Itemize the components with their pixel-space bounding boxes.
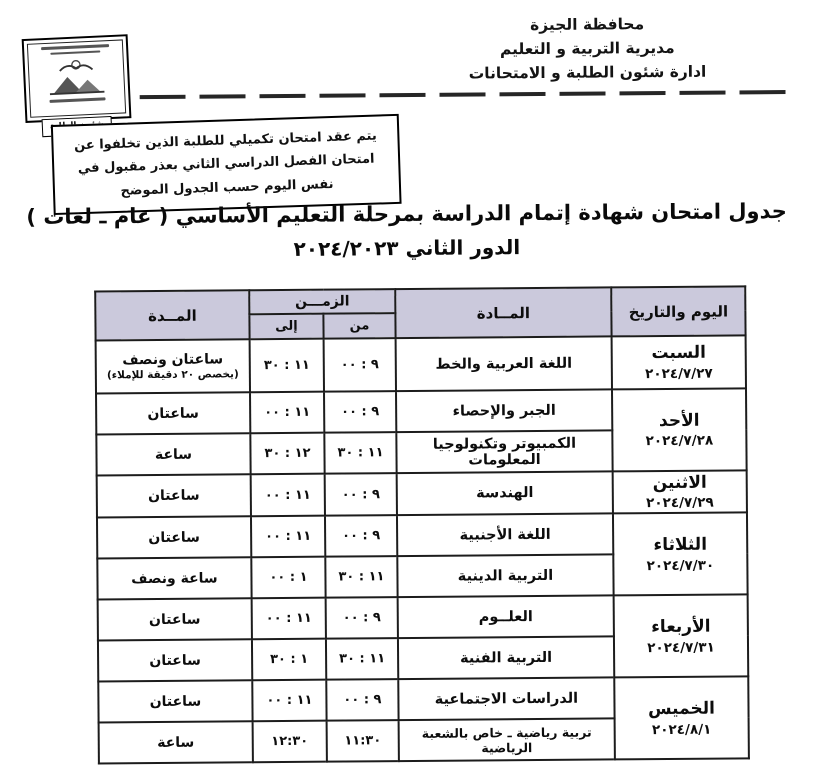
time-from-cell: ٩ : ٠٠ xyxy=(325,473,397,516)
subject-cell: اللغة الأجنبية xyxy=(397,514,613,557)
schedule-table xyxy=(94,285,750,764)
letterhead xyxy=(453,12,722,86)
col-header-subject: المــادة xyxy=(395,287,611,338)
time-to-cell: ١ : ٣٠ xyxy=(252,639,326,681)
notice-box xyxy=(51,114,402,215)
duration-note: (يخصص ٢٠ دقيقة للإملاء) xyxy=(106,368,239,382)
day-date: ٢٠٢٤/٧/٣١ xyxy=(647,639,715,656)
col-header-time: الزمـــن xyxy=(249,289,395,314)
time-to-cell: ١٢ : ٣٠ xyxy=(250,433,324,475)
duration-cell xyxy=(97,558,251,600)
duration-cell xyxy=(98,681,252,723)
day-date-cell xyxy=(612,388,747,471)
duration-text: ساعتان xyxy=(148,529,200,546)
duration-cell xyxy=(96,339,250,393)
subject-cell: اللغة العربية والخط xyxy=(396,336,612,391)
duration-text: ساعتان xyxy=(149,693,202,710)
duration-cell xyxy=(96,433,250,475)
time-to-cell: ١١ : ٣٠ xyxy=(250,339,324,393)
time-to-cell: ١١ : ٠٠ xyxy=(251,516,325,558)
duration-text: ساعة ونصف xyxy=(131,570,218,588)
time-to-cell: ١١ : ٠٠ xyxy=(252,680,326,722)
time-from-cell: ١١:٣٠ xyxy=(327,720,399,762)
day-date: ٢٠٢٤/٧/٣٠ xyxy=(646,557,715,574)
duration-cell xyxy=(97,474,251,518)
day-date: ٢٠٢٤/٧/٢٨ xyxy=(645,432,714,450)
table-row xyxy=(98,595,748,641)
directorate-line: مديرية التربية و التعليم xyxy=(499,38,675,59)
time-from-cell: ٩ : ٠٠ xyxy=(325,515,397,557)
stamp-frame xyxy=(27,39,126,117)
duration-cell xyxy=(97,517,251,559)
time-from-cell: ٩ : ٠٠ xyxy=(326,679,398,721)
time-to-cell: ١٢:٣٠ xyxy=(253,721,327,763)
day-date: ٢٠٢٤/٧/٢٧ xyxy=(645,365,713,382)
subject-cell: تربية رياضية ـ خاص بالشعبة الرياضية xyxy=(399,719,615,762)
notice-text: يتم عقد امتحان تكميلي للطلبة الذين تخلفوا عن امتحان الفصل الدراسي الثاني بعذر مقبول في نفس اليوم حسب الجدول الموضح xyxy=(73,128,377,199)
department-line: ادارة شئون الطلبة و الامتحانات xyxy=(468,62,707,83)
subject-cell: الجبر والإحصاء xyxy=(396,389,612,432)
duration-cell xyxy=(98,640,252,682)
day-date-cell xyxy=(614,595,749,678)
document-title xyxy=(0,199,815,263)
subject-cell: العلــوم xyxy=(398,596,614,639)
dashed-separator xyxy=(140,90,788,99)
stamp-emblem-icon xyxy=(40,55,114,98)
duration-cell xyxy=(96,392,250,434)
time-from-cell: ٩ : ٠٠ xyxy=(326,597,398,639)
day-date-cell xyxy=(612,335,746,389)
duration-text: ساعتان ونصف xyxy=(122,351,224,369)
stamp-text-line xyxy=(50,50,100,55)
duration-cell xyxy=(98,599,252,641)
day-date-cell xyxy=(613,513,748,596)
subject-cell: الهندسة xyxy=(397,471,613,515)
col-header-duration: المــدة xyxy=(95,290,249,340)
day-name: الأحد xyxy=(658,410,700,431)
stamp-text-line xyxy=(49,97,106,102)
duration-text: ساعتان xyxy=(147,405,199,422)
col-header-day-date: اليوم والتاريخ xyxy=(611,286,745,336)
subject-cell: التربية الفنية xyxy=(398,637,614,680)
school-stamp xyxy=(22,34,132,123)
day-name: الأربعاء xyxy=(651,616,711,638)
time-to-cell: ١١ : ٠٠ xyxy=(251,474,325,517)
day-date: ٢٠٢٤/٨/١ xyxy=(651,721,712,738)
time-to-cell: ١ : ٠٠ xyxy=(251,557,325,599)
exam-round: الدور الثاني ٢٠٢٤/٢٠٢٣ xyxy=(293,235,521,261)
time-from-cell: ١١ : ٣٠ xyxy=(326,638,398,680)
schedule-table-head xyxy=(95,286,745,340)
table-row xyxy=(98,677,748,723)
time-to-cell: ١١ : ٠٠ xyxy=(252,598,326,640)
duration-text: ساعتان xyxy=(147,487,200,505)
duration-cell xyxy=(99,722,253,764)
duration-text: ساعة xyxy=(157,734,195,751)
day-name: الاثنين xyxy=(652,472,707,494)
time-to-cell: ١١ : ٠٠ xyxy=(250,392,324,434)
table-row xyxy=(97,470,747,517)
duration-text: ساعتان xyxy=(149,652,201,669)
subject-cell: التربية الدينية xyxy=(397,555,613,598)
day-date-cell xyxy=(613,470,747,513)
schedule-table-body xyxy=(96,335,749,763)
col-header-time-to: إلى xyxy=(249,314,323,340)
table-row xyxy=(97,513,747,559)
table-row xyxy=(96,388,746,434)
day-date: ٢٠٢٤/٧/٢٩ xyxy=(646,494,714,512)
day-date-cell xyxy=(614,677,749,760)
day-name: السبت xyxy=(651,342,707,364)
day-name: الثلاثاء xyxy=(653,534,708,556)
governorate-line: محافظة الجيزة xyxy=(530,15,645,35)
stamp-text-line xyxy=(41,44,108,50)
exam-title: جدول امتحان شهادة إتمام الدراسة بمرحلة التعليم الأساسي ( عام ـ لغات ) xyxy=(26,199,787,229)
time-from-cell: ٩ : ٠٠ xyxy=(324,391,396,433)
subject-cell: الدراسات الاجتماعية xyxy=(398,678,614,721)
time-from-cell: ١١ : ٣٠ xyxy=(325,556,397,598)
col-header-time-from: من xyxy=(323,313,395,339)
day-name: الخميس xyxy=(648,698,716,720)
schedule-table-wrapper xyxy=(94,285,750,764)
time-from-cell: ٩ : ٠٠ xyxy=(324,338,396,392)
subject-cell: الكمبيوتر وتكنولوجيا المعلومات xyxy=(396,430,612,473)
duration-text: ساعتان xyxy=(148,611,201,628)
duration-text: ساعة xyxy=(154,446,193,463)
table-row xyxy=(96,335,746,393)
time-from-cell: ١١ : ٣٠ xyxy=(324,432,396,474)
